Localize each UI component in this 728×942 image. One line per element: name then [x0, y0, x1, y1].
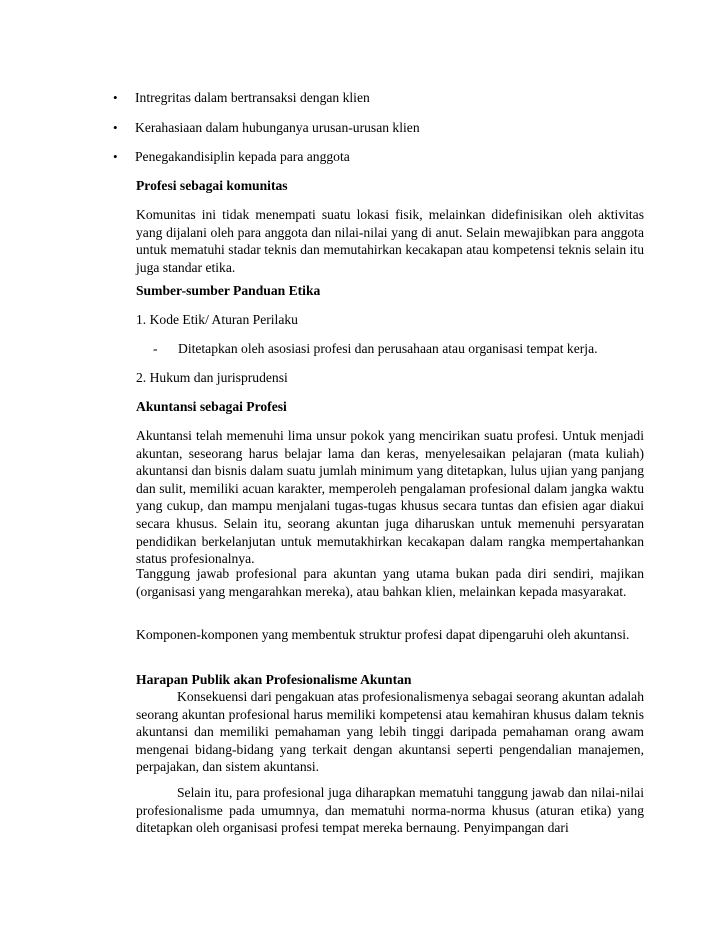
- dash-marker: -: [153, 341, 158, 356]
- bullet-item: [113, 148, 350, 166]
- bullet-icon: •: [113, 149, 118, 164]
- heading-profesi-komunitas: Profesi sebagai komunitas: [136, 178, 288, 193]
- bullet-icon: •: [113, 120, 118, 135]
- paragraph-akuntansi-2: Tanggung jawab profesional para akuntan yang utama bukan pada diri sendiri, majikan (organisasi yang mengarahkan mereka), atau bahkan klien, melainkan kepada masyarakat.: [136, 566, 644, 599]
- paragraph-harapan-2: [136, 784, 644, 837]
- heading-akuntansi-profesi: Akuntansi sebagai Profesi: [136, 399, 287, 414]
- bullet-text: Intregritas dalam bertransaksi dengan klien: [135, 90, 370, 105]
- bullet-item: [113, 89, 370, 107]
- paragraph-harapan-2-text: Selain itu, para profesional juga diharapkan mematuhi tanggung jawab dan nilai-nilai profesionalisme pada umumnya, dan mematuhi norma-norma khusus (aturan etika) yang ditetapkan oleh organisasi profesi tempat mereka bernaung. Penyimpangan dari: [136, 785, 644, 836]
- bullet-item: [113, 119, 420, 137]
- paragraph-harapan-1: [136, 688, 644, 776]
- bullet-text: Penegakandisiplin kepada para anggota: [135, 149, 350, 164]
- list-item-kode-etik: 1. Kode Etik/ Aturan Perilaku: [136, 312, 298, 327]
- list-item-hukum: 2. Hukum dan jurisprudensi: [136, 370, 288, 385]
- sub-item-ditetapkan: Ditetapkan oleh asosiasi profesi dan perusahaan atau organisasi tempat kerja.: [178, 341, 598, 356]
- paragraph-akuntansi-3: Komponen-komponen yang membentuk struktur profesi dapat dipengaruhi oleh akuntansi.: [136, 627, 630, 642]
- paragraph-harapan-1-text: Konsekuensi dari pengakuan atas profesionalismenya sebagai seorang akuntan adalah seorang akuntan profesional harus memiliki kompetensi atau kemahiran khusus dalam teknis akuntansi dan memiliki pemahaman yang lebih tinggi daripada pemahaman orang awam mengenai bidang-bidang yang terkait dengan akuntansi seperti pengendalian manajemen, perpajakan, dan sistem akuntansi.: [136, 689, 644, 775]
- bullet-text: Kerahasiaan dalam hubunganya urusan-urusan klien: [135, 120, 420, 135]
- paragraph-komunitas: Komunitas ini tidak menempati suatu lokasi fisik, melainkan didefinisikan oleh aktivitas yang dijalani oleh para anggota dan nilai-nilai yang di anut. Selain mewajibkan para anggota untuk mematuhi stadar teknis dan memutahirkan kecakapan atau kompetensi teknis selain itu juga standar etika.: [136, 207, 644, 275]
- heading-harapan-publik: Harapan Publik akan Profesionalisme Akuntan: [136, 672, 412, 687]
- heading-sumber-panduan: Sumber-sumber Panduan Etika: [136, 283, 321, 298]
- bullet-icon: •: [113, 90, 118, 105]
- paragraph-akuntansi-1: Akuntansi telah memenuhi lima unsur pokok yang mencirikan suatu profesi. Untuk menjadi akuntan, seseorang harus belajar lama dan keras, menyelesaikan pelajaran (mata kuliah) akuntansi dan bisnis dalam suatu jumlah minimum yang ditetapkan, lulus ujian yang panjang dan sulit, memiliki acuan karakter, memperoleh pengalaman profesional dalam jangka waktu yang cukup, dan mampu menjalani tugas-tugas khusus secara tuntas dan efisien agar diakui secara khusus. Selain itu, seorang akuntan juga diharuskan untuk memenuhi persyaratan pendidikan berkelanjutan untuk memutakhirkan kecakapan dalam rangka mempertahankan status profesionalnya.: [136, 428, 644, 567]
